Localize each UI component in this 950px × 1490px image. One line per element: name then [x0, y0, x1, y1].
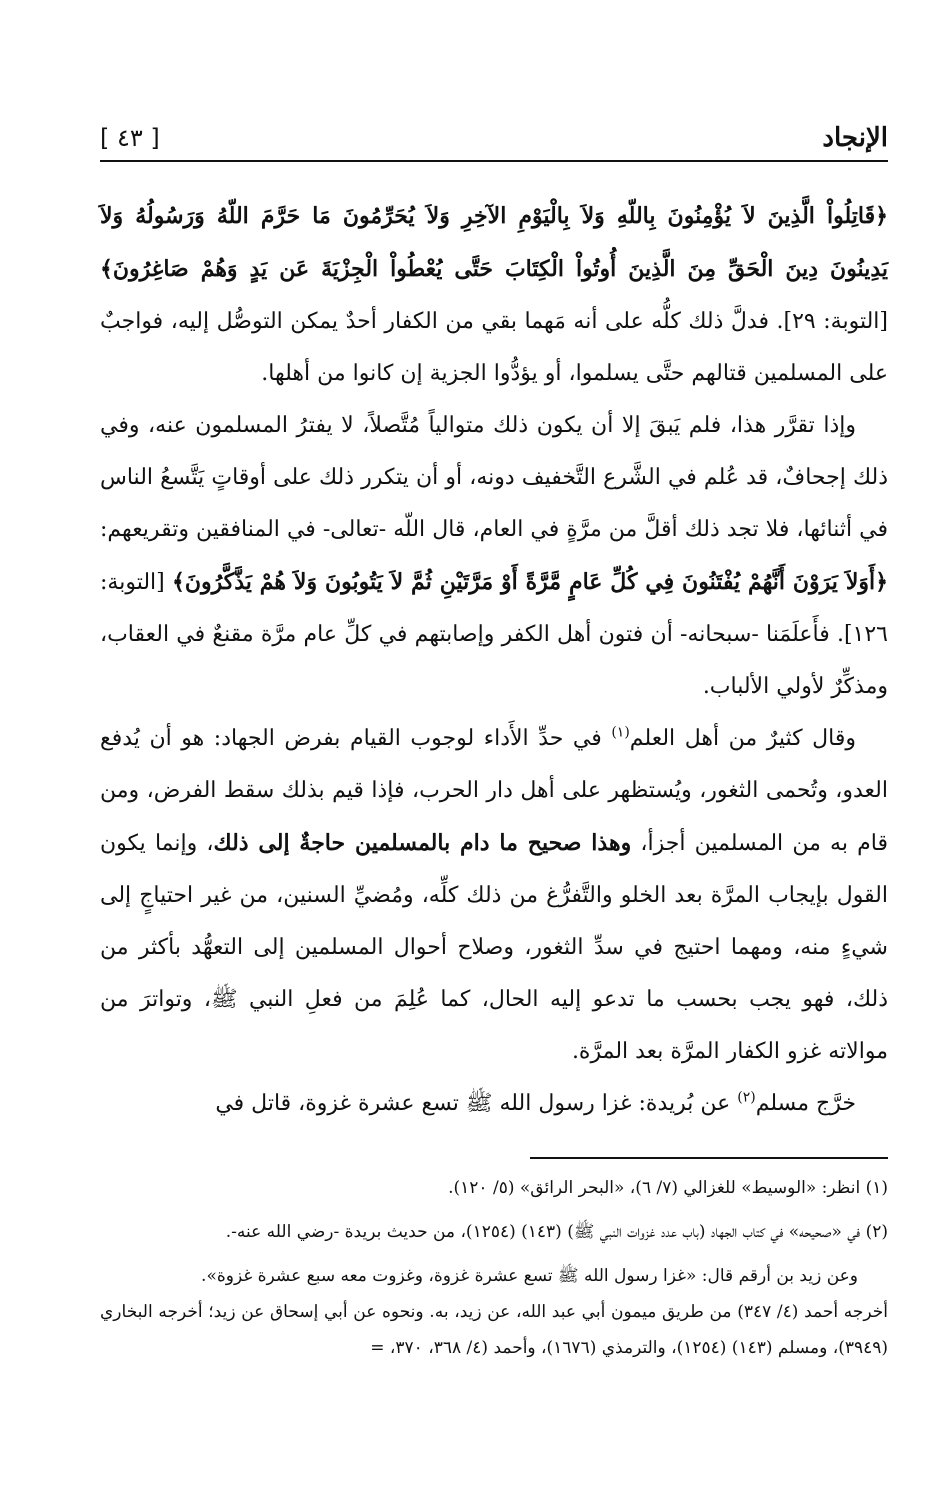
bold-text: وهذا صحيح ما دام بالمسلمين حاجةٌ إلى ذلك [213, 830, 632, 856]
paragraph-text: وقال كثيرٌ من أهل العلم [629, 726, 857, 751]
footnote-2: (٢) في «صحيحه» في كتاب الجهاد (باب عدد غزوات النبي ﷺ) (١٤٣) (١٢٥٤)، من حديث بريدة -رضي الله عنه-. [225, 1222, 888, 1242]
footnote-1: (١) انظر: «الوسيط» للغزالي (٧/ ٦)، «البحر الرائق» (٥/ ١٢٠). [448, 1178, 888, 1198]
footnote-2-continued: وعن زيد بن أرقم قال: «غزا رسول الله ﷺ تسع عشرة غزوة، وغزوت معه سبع عشرة غزوة». [201, 1266, 858, 1286]
running-title: الإنجاد [822, 123, 888, 153]
page-header [100, 116, 888, 162]
footnote-ref-2[interactable]: (٢) [737, 1089, 756, 1106]
paragraph-text: وإذا تقرَّر هذا، فلم يَبقَ إلا أن يكون ذلك متوالياً مُتَّصلاً، لا يفترُ المسلمون عنه، وفي ذلك إجحافٌ، قد عُلم في الشَّرع التَّخفيف دونه، أو أن يتكرر ذلك على أوقاتٍ يَتَّسعُ الناس في أثنائها، فلا تجد ذلك أقلَّ من مرَّةٍ في العام، قال اللّه -تعالى- في المنافقين وتقريعهم: [100, 413, 888, 542]
footnote-divider [530, 1157, 888, 1159]
quran-verse: ﴿أَوَلاَ يَرَوْنَ أَنَّهُمْ يُفْتَنُونَ فِي كُلِّ عَامٍ مَّرَّةً أَوْ مَرَّتَيْنِ ثُمَّ لاَ يَتُوبُونَ وَلاَ هُمْ يَذَّكَّرُونَ﴾ [171, 569, 888, 595]
footnote-ref-1[interactable]: (١) [611, 724, 630, 741]
paragraph-text: [التوبة: ١٢٦]. فأَعلَمَنا -سبحانه- أن فتون أهل الكفر وإصابتهم في كلِّ عام مرَّة مقنعٌ في العقاب، ومذكِّرٌ لأولي الألباب. [100, 570, 888, 699]
paragraph-text: ، وإنما يكون القول بإيجاب المرَّة بعد الخلو والتَّفرُّغ من ذلك كلِّه، ومُضيِّ السنين، من غير احتياجٍ إلى شيءٍ منه، ومهما احتيج في سدِّ الثغور، وصلاح أحوال المسلمين إلى التعهُّد بأكثر من ذلك، فهو يجب بحسب ما تدعو إليه الحال، كما عُلِمَ من فعلِ النبي ﷺ، وتواترَ من موالاته غزو الكفار المرَّة بعد المرَّة. [100, 831, 888, 1064]
quran-verse: ﴿قَاتِلُواْ الَّذِينَ لاَ يُؤْمِنُونَ بِاللّهِ وَلاَ بِالْيَوْمِ الآخِرِ وَلاَ يُحَرِّمُونَ مَا حَرَّمَ اللّهُ وَرَسُولُهُ وَلاَ يَدِينُونَ دِينَ الْحَقِّ مِنَ الَّذِينَ أُوتُواْ الْكِتَابَ حَتَّى يُعْطُواْ الْجِزْيَةَ عَن يَدٍ وَهُمْ صَاغِرُونَ﴾ [100, 203, 888, 282]
paragraph-1 [100, 190, 888, 400]
paragraph-text: عن بُريدة: غزا رسول الله ﷺ تسع عشرة غزوة، قاتل في [215, 1091, 738, 1116]
paragraph-2 [100, 400, 888, 713]
paragraph-text: في حدِّ الأَداء لوجوب القيام بفرض الجهاد: هو أن يُدفع العدو، وتُحمى الثغور، ويُستظهر على أهل دار الحرب، فإذا قيم بذلك سقط الفرض، ومن قام به من المسلمين أجزأ، [100, 726, 888, 856]
paragraph-text: [التوبة: ٢٩]. فدلَّ ذلك كلُّه على أنه مَهما بقي من الكفار أحدٌ يمكن التوصُّل إليه، فواجبٌ على المسلمين قتالهم حتَّى يسلموا، أو يؤدُّوا الجزية إن كانوا من أهلها. [100, 309, 888, 386]
paragraph-3 [100, 713, 888, 1078]
footnote-2-continued: أخرجه أحمد (٤/ ٣٤٧) من طريق ميمون أبي عبد الله، عن زيد، به. ونحوه عن أبي إسحاق عن زيد؛ أخرجه البخاري (٣٩٤٩)، ومسلم (١٤٣) (١٢٥٤)، والترمذي (١٦٧٦)، وأحمد (٤/ ٣٦٨، ٣٧٠، = [100, 1302, 888, 1358]
page-number: [ ٤٣ ] [100, 124, 160, 152]
main-text [100, 190, 888, 1130]
paragraph-text: خرَّج مسلم [755, 1091, 856, 1116]
paragraph-4 [100, 1078, 888, 1130]
footnotes [100, 1170, 888, 1366]
